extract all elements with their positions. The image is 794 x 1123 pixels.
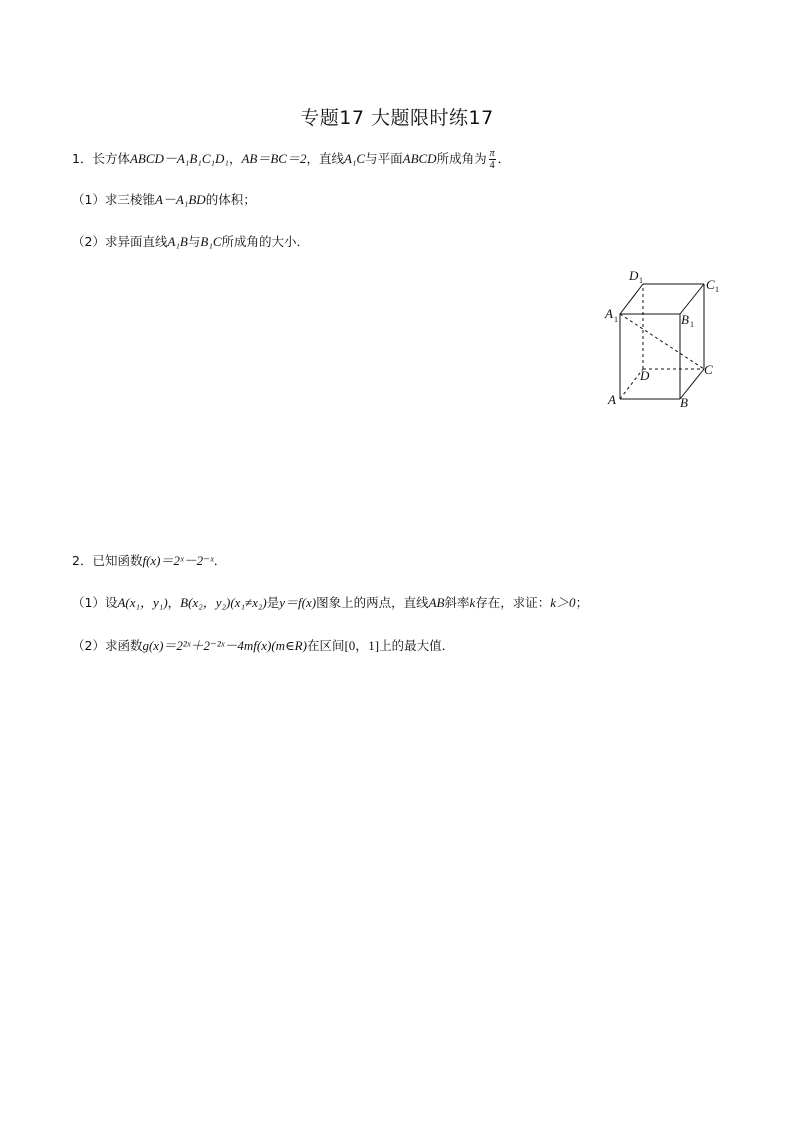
point-b: B(x₂，y₂)(x₁≠x₂)	[180, 595, 267, 610]
plane-abcd: ABCD	[402, 151, 437, 166]
graph-expr: y＝f(x)	[279, 595, 317, 610]
question-number: 2．	[72, 553, 93, 568]
slope-k: k	[469, 595, 476, 610]
function-f: f(x)＝2ˣ－2⁻ˣ	[142, 553, 214, 568]
point-a: A(x₁，y₁)	[117, 595, 168, 610]
line-b1c: B₁C	[200, 234, 222, 249]
label-d1: D	[629, 268, 639, 283]
label-a1: A	[605, 306, 613, 321]
svg-text:1: 1	[614, 315, 618, 324]
svg-text:1: 1	[690, 320, 694, 329]
line-a1c: A₁C	[343, 151, 366, 166]
label-b1: B	[681, 312, 689, 327]
svg-text:1: 1	[639, 276, 643, 285]
page-title: 专题17 大题限时练17	[300, 107, 494, 129]
label-c1: C	[706, 277, 715, 292]
edge-a1d1	[620, 284, 643, 314]
label-a: A	[608, 392, 616, 407]
question-number: 1．	[72, 151, 93, 166]
interval: [0，1]	[344, 638, 380, 653]
question-2-stem: 2．已知函数f(x)＝2ˣ－2⁻ˣ．	[72, 553, 227, 568]
question-2-part-1: （1）设A(x₁，y₁)，B(x₂，y₂)(x₁≠x₂)是y＝f(x)图象上的两点，直线AB斜率k存在，求证：k＞0；	[72, 595, 589, 610]
edge-b1c1	[680, 284, 704, 314]
pyramid-expr: A－A₁BD	[154, 192, 206, 207]
label-c: C	[704, 362, 713, 377]
line-a1b: A₁B	[167, 234, 188, 249]
svg-text:1: 1	[715, 285, 719, 294]
claim: k＞0	[550, 595, 576, 610]
cuboid-figure	[600, 262, 730, 412]
angle-fraction: $\frac{\pi}{4}$	[489, 148, 495, 171]
condition: AB＝BC＝2	[241, 151, 307, 166]
question-1-part-2: （2）求异面直线A₁B与B₁C所成角的大小．	[72, 234, 310, 249]
question-1-stem: 1．长方体ABCD－A₁B₁C₁D₁，AB＝BC＝2，直线A₁C与平面ABCD所成角为 $\frac{\pi}{4}$ ．	[72, 148, 511, 171]
label-b: B	[680, 395, 688, 410]
function-g: g(x)＝2²ˣ＋2⁻²ˣ－4mf(x)(m∈R)	[142, 638, 307, 653]
solid-name: ABCD－A₁B₁C₁D₁	[129, 151, 229, 166]
question-2-part-2: （2）求函数g(x)＝2²ˣ＋2⁻²ˣ－4mf(x)(m∈R)在区间[0，1]上的最大值．	[72, 638, 455, 653]
question-1-part-1: （1）求三棱锥A－A₁BD的体积；	[72, 192, 256, 207]
line-ab: AB	[428, 595, 445, 610]
label-d: D	[640, 368, 650, 383]
